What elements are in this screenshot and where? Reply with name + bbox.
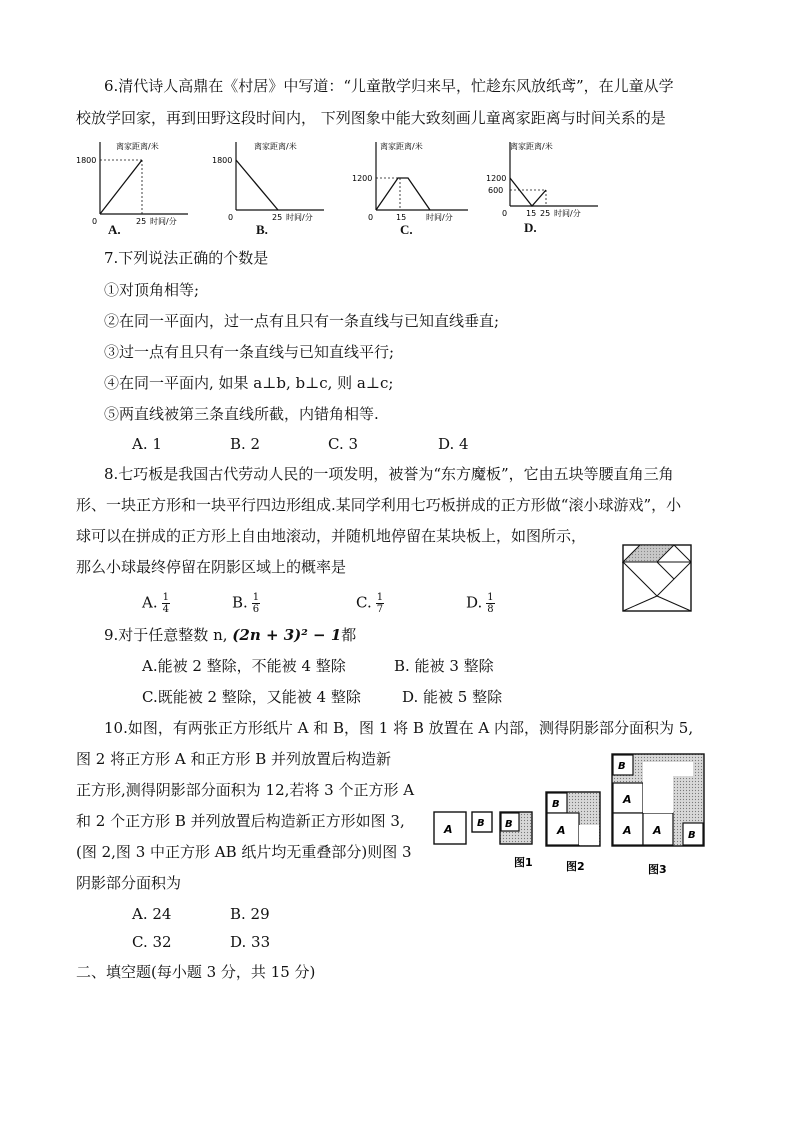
q10-option-a: A. 24	[132, 905, 172, 923]
graph-line	[236, 160, 278, 210]
fig1-label: 图1	[514, 856, 533, 869]
q10-option-b: B. 29	[230, 905, 270, 923]
svg-text:A: A	[623, 793, 632, 806]
graph-d-label: D.	[524, 220, 537, 235]
svg-text:B: B	[688, 830, 696, 841]
xlabel: 时间/分	[286, 213, 313, 222]
q7-item-2: ②在同一平面内，过一点有且只有一条直线与已知直线垂直;	[104, 312, 500, 330]
q6-line1: 6.清代诗人高鼎在《村居》中写道：“儿童散学归来早，忙趁东风放纸鸢”，在儿童从学	[104, 77, 674, 95]
svg-text:B: B	[618, 761, 626, 772]
q7-item-1: ①对顶角相等;	[104, 281, 200, 299]
graph-b	[210, 138, 330, 238]
section-2-heading: 二、填空题(每小题 3 分，共 15 分)	[76, 963, 316, 981]
q8-option-d: D. $\frac{1}{8}$	[466, 592, 494, 615]
q10-option-c: C. 32	[132, 933, 172, 951]
q8-option-a: A. $\frac{1}{4}$	[142, 592, 169, 615]
svg-text:A: A	[557, 824, 566, 837]
xlabel: 时间/分	[426, 213, 453, 222]
fig2-label: 图2	[566, 860, 585, 873]
ytick: 1200	[352, 174, 373, 183]
q9-option-c: C.既能被 2 整除，又能被 4 整除	[142, 688, 361, 706]
origin: 0	[502, 209, 508, 218]
q10-option-d: D. 33	[230, 933, 271, 951]
q7-item-5: ⑤两直线被第三条直线所截，内错角相等.	[104, 405, 379, 423]
tangram-figure	[622, 544, 694, 614]
ytick: 1800	[76, 156, 97, 165]
q10-line3: 正方形,测得阴影部分面积为 12,若将 3 个正方形 A	[76, 781, 415, 799]
q7-option-a: A. 1	[132, 435, 162, 453]
q10-line4: 和 2 个正方形 B 并列放置后构造新正方形如图 3,	[76, 812, 405, 830]
svg-text:A: A	[653, 824, 662, 837]
xtick: 25	[540, 209, 551, 218]
q9-option-b: B. 能被 3 整除	[394, 657, 494, 675]
q8-line3: 球可以在拼成的正方形上自由地滚动，并随机地停留在某块板上，如图所示，	[76, 527, 587, 545]
ylabel: 离家距离/米	[380, 142, 423, 151]
graph-line	[376, 178, 430, 210]
origin: 0	[92, 217, 98, 226]
graph-b-label: B.	[256, 222, 268, 237]
q10-line1: 10.如图，有两张正方形纸片 A 和 B，图 1 将 B 放置在 A 内部，测得阴影部分面积为 5,	[104, 719, 694, 737]
xtick: 25	[136, 217, 147, 226]
q7-item-3: ③过一点有且只有一条直线与已知直线平行;	[104, 343, 395, 361]
q7-item-4: ④在同一平面内, 如果 a⊥b, b⊥c, 则 a⊥c;	[104, 374, 394, 392]
graph-d	[484, 138, 604, 238]
ytick: 1200	[486, 174, 507, 183]
xtick: 25	[272, 213, 283, 222]
q8-line1: 8.七巧板是我国古代劳动人民的一项发明，被誉为“东方魔板”，它由五块等腰直角三角	[104, 465, 674, 483]
graph-line	[510, 178, 546, 206]
ytick: 1800	[212, 156, 233, 165]
q8-option-c: C. $\frac{1}{7}$	[356, 592, 384, 615]
q10-line5: (图 2,图 3 中正方形 AB 纸片均无重叠部分)则图 3	[76, 843, 412, 861]
svg-text:B: B	[505, 819, 513, 830]
origin: 0	[228, 213, 234, 222]
origin: 0	[368, 213, 374, 222]
q10-line2: 图 2 将正方形 A 和正方形 B 并列放置后构造新	[76, 750, 392, 768]
q7-stem: 7.下列说法正确的个数是	[104, 249, 269, 267]
xlabel: 时间/分	[554, 209, 581, 218]
ytick: 600	[488, 186, 504, 195]
q10-line6: 阴影部分面积为	[76, 874, 182, 892]
graph-a-label: A.	[108, 222, 121, 237]
fig3-label: 图3	[648, 863, 667, 876]
q6-line2: 校放学回家，再到田野这段时间内， 下列图象中能大致刻画儿童离家距离与时间关系的是	[76, 109, 666, 127]
q9-option-d: D. 能被 5 整除	[402, 688, 503, 706]
ylabel: 离家距离/米	[510, 142, 553, 151]
q9-stem: 9.对于任意整数 n, (2n + 3)² − 1都	[104, 626, 357, 644]
graph-line	[100, 160, 142, 214]
graph-c-label: C.	[400, 222, 413, 237]
q8-option-b: B. $\frac{1}{6}$	[232, 592, 260, 615]
svg-text:A: A	[623, 824, 632, 837]
q10-figures	[430, 750, 720, 880]
q8-line4: 那么小球最终停留在阴影区域上的概率是	[76, 558, 347, 576]
graph-a	[74, 138, 194, 238]
xlabel: 时间/分	[150, 217, 177, 226]
svg-text:A: A	[444, 823, 453, 836]
q7-option-d: D. 4	[438, 435, 469, 453]
svg-text:B: B	[477, 818, 485, 829]
xtick: 15	[396, 213, 407, 222]
xtick: 15	[526, 209, 537, 218]
q7-option-b: B. 2	[230, 435, 261, 453]
ylabel: 离家距离/米	[254, 142, 297, 151]
q7-option-c: C. 3	[328, 435, 359, 453]
svg-text:B: B	[552, 799, 560, 810]
q9-option-a: A.能被 2 整除，不能被 4 整除	[142, 657, 346, 675]
ylabel: 离家距离/米	[116, 142, 159, 151]
q8-line2: 形、一块正方形和一块平行四边形组成.某同学利用七巧板拼成的正方形做“滚小球游戏”，小	[76, 496, 682, 514]
